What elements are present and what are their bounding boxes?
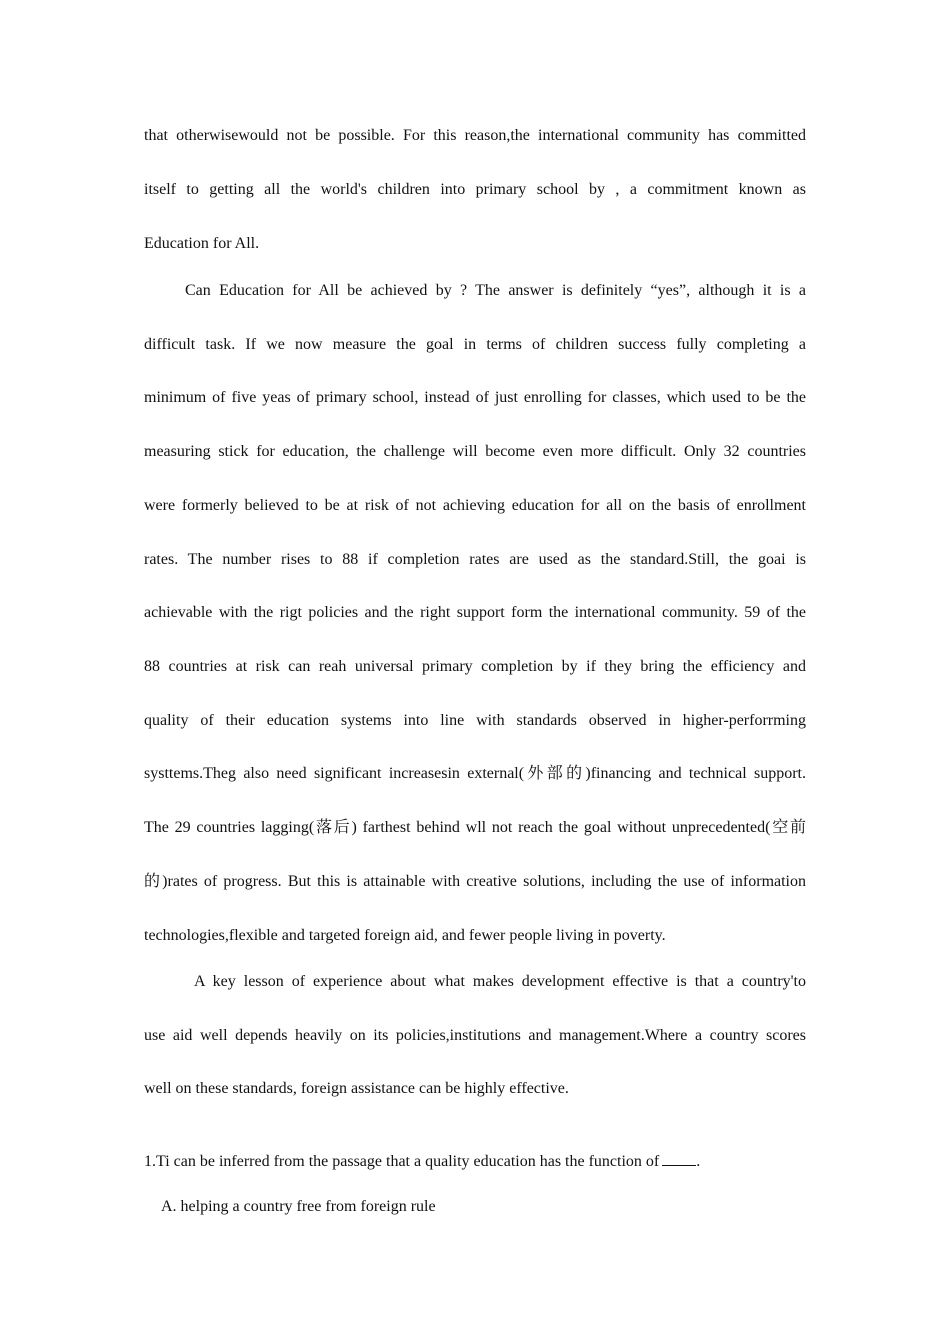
paragraph-line: The 29 countries lagging(落后) farthest behind wll not reach the goal without unprecedented(空前	[144, 819, 806, 836]
question-end-mark: .	[696, 1153, 701, 1170]
question-text: 1.Ti can be inferred from the passage that a quality education has the function of	[144, 1153, 660, 1170]
paragraph-line: systtems.Theg also need significant increasesin external(外部的)financing and technical support.	[144, 765, 806, 782]
paragraph-line: rates. The number rises to 88 if completion rates are used as the standard.Still, the goai is	[144, 551, 806, 568]
paragraph-line: well on these standards, foreign assistance can be highly effective.	[144, 1080, 569, 1097]
paragraph-line: 的)rates of progress. But this is attainable with creative solutions, including the use of information	[144, 873, 806, 890]
paragraph-line: Can Education for All be achieved by ? The answer is definitely “yes”, although it is a	[185, 282, 806, 299]
paragraph-line: technologies,flexible and targeted foreign aid, and fewer people living in poverty.	[144, 927, 666, 944]
answer-blank	[662, 1151, 696, 1166]
paragraph-line: use aid well depends heavily on its policies,institutions and management.Where a country scores	[144, 1027, 806, 1044]
question-stem	[144, 1151, 700, 1172]
paragraph-line: achievable with the rigt policies and the right support form the international community. 59 of the	[144, 604, 806, 621]
option-a: A. helping a country free from foreign rule	[161, 1198, 436, 1215]
paragraph-line: minimum of five yeas of primary school, instead of just enrolling for classes, which used to be the	[144, 389, 806, 406]
paragraph-line: Education for All.	[144, 235, 260, 252]
paragraph-line: were formerly believed to be at risk of not achieving education for all on the basis of enrollment	[144, 497, 806, 514]
paragraph-line: itself to getting all the world's children into primary school by , a commitment known as	[144, 181, 806, 198]
paragraph-line: that otherwisewould not be possible. For this reason,the international community has committed	[144, 127, 806, 144]
paragraph-line: A key lesson of experience about what makes development effective is that a country'to	[194, 973, 806, 990]
paragraph-line: difficult task. If we now measure the goal in terms of children success fully completing a	[144, 336, 806, 353]
paragraph-line: 88 countries at risk can reah universal primary completion by if they bring the efficiency and	[144, 658, 806, 675]
paragraph-line: quality of their education systems into line with standards observed in higher-perforrming	[144, 712, 806, 729]
paragraph-line: measuring stick for education, the challenge will become even more difficult. Only 32 countries	[144, 443, 806, 460]
